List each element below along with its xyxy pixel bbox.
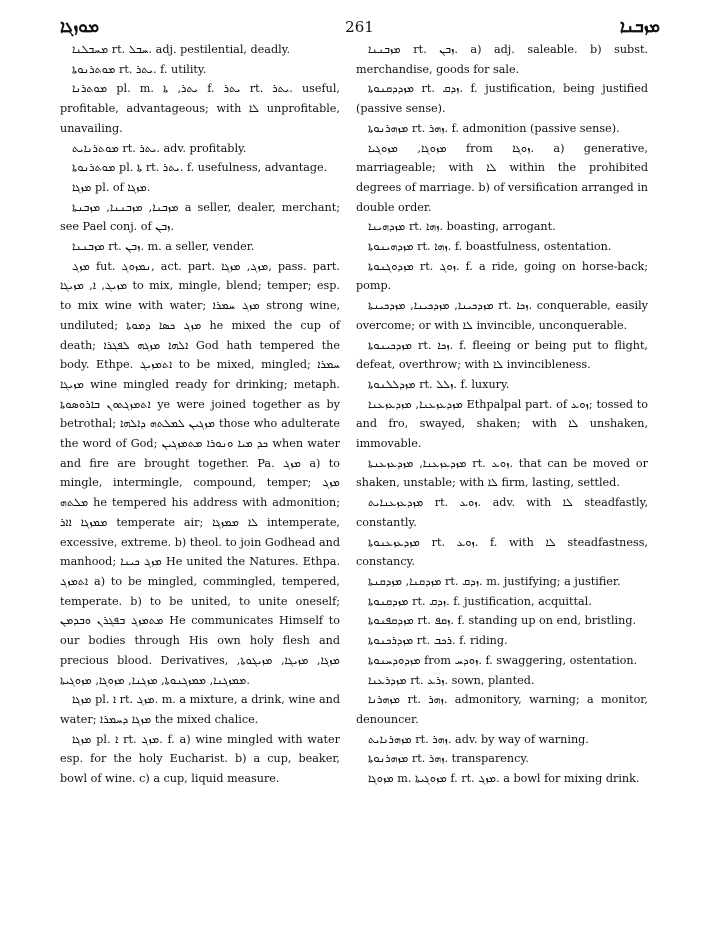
page-number: 261 [345,18,374,36]
dictionary-entry: ܡܘܬܪܢܐ pl. m. ܝܬܪ, ܬܐ f. ܝܬܪ rt. ܝܬܪ. useful, profitable, advantageous; with ܠܐ unprofitable, unavailing. [60,82,340,135]
dictionary-entry: ܡܚܒܠܢܐ rt. ܚܒܠ. adj. pestilential, deadly. [72,43,291,56]
dictionary-entry: ܡܙܒܢܢܐ rt. ܙܒܢ. m. a seller, vender. [72,240,255,254]
dictionary-entry: ܡܙܕܪܥܢܐ rt. ܙܪܥ. sown, planted. [368,673,535,687]
dictionary-entry: ܡܙܒܢܐ, ܡܙܒܢܢܐ, ܡܙܒܢܬܐ a seller, dealer, merchant; see Pael conj. of ܙܒܢ. [60,200,340,234]
dictionary-entry: ܡܙܘܓܐ m. ܡܙܘܓܝܬܐ f. rt. ܡܙܓ. a bowl for mixing drink. [368,772,640,786]
header-left-word: ܡܘܙܓܐ [60,17,100,37]
dictionary-entry: ܡܙܓܐ pl. ܐ rt. ܡܙܓ. f. a) wine mingled with water esp. for the holy Eucharist. b) a cup, beaker, bowl of wine. c) a cup, liquid measure. [60,732,340,786]
dictionary-entry: ܡܙܕܗܝܢܐ rt. ܙܗܐ. boasting, arrogant. [368,220,556,234]
dictionary-entry: ܡܙܓܐ pl. of ܡܙܓܐ. [72,180,151,194]
dictionary-entry: ܡܙܗܪܢܐ rt. ܙܗܪ. admonitory, warning; a monitor, denouncer. [356,693,648,726]
dictionary-entry: ܡܙܕܩܢܐ, ܡܙܕܩܢܬܐ rt. ܙܕܩ. m. justifying; a justifier. [368,574,621,588]
dictionary-entry: ܡܙܕܟܝܢܐ, ܡܙܕܟܝܢܐ, ܡܙܕܟܝܢܬܐ rt. ܙܟܐ. conquerable, easily overcome; or with ܠܐ invincible, unconquerable. [356,299,648,332]
dictionary-entry: ܡܘܬܪܢܘܬܐ rt. ܝܬܪ. f. utility. [72,62,207,76]
dictionary-entry: ܡܙܓ fut. ܢܡܙܘܓ, act. part. ܡܙܓ, ܡܙܓܐ, pass. part. ܡܙܝܓ, ܐ, ܡܙܝܓܐ to mix, mingle, blend; temper; esp. to mix wine with water; ܡܙܓ ܚܡܪܐ strong wine, undiluted; ܡܙܓ ܟܣܐ ܕܡܘܬܐ he mixed the cup of death; ܐܠܗܐ ܡܙܓܗ ܠܦܓܪܐ God hath tempered the body. Ethpe. ܐܬܡܙܝܓ to be mixed, mingled; ܚܡܪܐ ܡܙܝܓܐ wine mingled ready for drinking; metaph. ܐܬܡܙܓܬܘܢ ܒܐܪܘܣܘܬܐ ye were joined together as by betrothal; ܡܙܓܝܢ ܠܡܠܬܗ ܕܐܠܗܐ those who adulterate the word of God; ܟܕ ܡܝܐ ܘܢܘܪܐ ܡܬܡܙܓܝܢ when water and fire are brought together. Pa. ܡܙܓ a) to mingle, intermingle, compound, temper; ܡܙܓ ܡܠܬܗ he tempered his address with admonition; ܡܡܙܓܐ ܐܐܪ temperate air; ܠܐ ܡܡܙܓܐ intemperate, excessive, extreme. b) theol. to join Godhead and manhood; ܡܙܓ ܟܝܢܐ He united the Natures. Ethpa. ܐܬܡܙܓ a) to be mingled, commingled, tempered, temperate. b) to be united, to unite oneself; ܡܬܡܙܓ ܒܦܓܪܢ ܘܒܕܡܢ He communicates Himself to our bodies through His own holy flesh and precious blood. Derivatives, ܡܙܓܐ, ܡܙܝܓܐ, ܡܙܝܓܘܬܐ, ܡܡܙܓܢܐ, ܡܡܙܓܢܘܬܐ, ܡܙܓܢܐ, ܡܙܘܓܐ, ܡܙܘܓܝܬܐ. [60,259,341,687]
dictionary-entry: ܡܙܕܥܙܥܢܐ, ܡܙܕܥܙܥܢܐ Ethpalpal part. of ܙܘܥ; tossed to and fro, swayed, shaken; with ܠܐ unshaken, immovable. [356,397,648,451]
dictionary-entry: ܡܘܬܪܢܘܬܐ pl. ܬܐ rt. ܝܬܪ. f. usefulness, advantage. [72,161,328,175]
dictionary-entry: ܡܙܕܗܝܢܘܬܐ rt. ܙܗܐ. f. boastfulness, ostentation. [368,240,612,254]
dictionary-entry: ܡܙܕܕܩܢܘܬܐ rt. ܙܕܩ. f. justification, being justified (passive sense). [356,82,649,116]
dictionary-entry: ܡܙܕܩܦܢܘܬܐ rt. ܙܩܦ. f. standing up on end, bristling. [368,614,637,628]
right-column [356,40,648,789]
dictionary-entry: ܡܙܓܐ pl. ܐ rt. ܡܙܓ. m. a mixture, a drink, wine and water; ܡܙܓܐ ܕܚܡܪܐ the mixed chalice. [60,693,340,726]
header-right-word: ܡܙܒܢܐ [619,17,660,37]
dictionary-entry: ܡܙܗܪܢܘܬܐ rt. ܙܗܪ. f. admonition (passive sense). [368,121,620,135]
dictionary-entry: ܡܙܕܥܙܥܢܐ, ܡܙܕܥܙܥܢܬܐ rt. ܙܘܥ. that can be moved or shaken, unstable; with ܠܐ firm, lasting, settled. [356,456,649,490]
dictionary-entry: ܡܙܕܩܢܘܬܐ rt. ܙܕܩ. f. justification, acquittal. [368,594,592,608]
dictionary-entry: ܡܙܕܥܙܥܢܘܬܐ rt. ܙܘܥ. f. with ܠܐ steadfastness, constancy. [356,535,648,569]
left-column [60,40,340,789]
dictionary-entry: ܡܙܕܘܕܚܢܘܬܐ from ܙܘܕܚ. f. swaggering, ostentation. [368,653,638,667]
dictionary-entry: ܡܙܕܪܟܢܘܬܐ rt. ܪܟܒ. f. riding. [368,634,508,648]
dictionary-entry: ܡܙܕܥܙܥܢܐܝܬ rt. ܙܘܥ. adv. with ܠܐ steadfastly, constantly. [356,496,649,529]
dictionary-entry: ܡܙܕܟܝܢܘܬܐ rt. ܙܟܐ. f. fleeing or being put to flight, defeat, overthrow; with ܠܐ invincibleness. [356,338,648,372]
dictionary-entry: ܡܙܕܠܠܢܘܬܐ rt. ܙܠܠ. f. luxury. [368,377,510,391]
dictionary-entry: ܡܘܬܪܢܐܝܬ rt. ܝܬܪ. adv. profitably. [72,141,247,155]
dictionary-entry: ܡܙܒܢܢܐ rt. ܙܒܢ. a) adj. saleable. b) subst. merchandise, goods for sale. [356,43,648,76]
dictionary-entry: ܡܙܕܘܓܢܘܬܐ rt. ܙܘܓ. f. a ride, going on horse-back; pomp. [356,259,649,293]
dictionary-entry: ܡܙܘܓܐ, ܡܙܘܓܝܐ from ܙܘܓܐ. a) generative, marriageable; with ܠܐ within the prohibited degrees of marriage. b) of versification arranged in double order. [356,141,648,214]
page-header [60,16,660,38]
dictionary-entry: ܡܙܗܪܢܐܝܬ rt. ܙܗܪ. adv. by way of warning. [368,732,589,746]
dictionary-entry: ܡܙܗܪܢܘܬܐ rt. ܙܗܪ. transparency. [368,752,529,766]
